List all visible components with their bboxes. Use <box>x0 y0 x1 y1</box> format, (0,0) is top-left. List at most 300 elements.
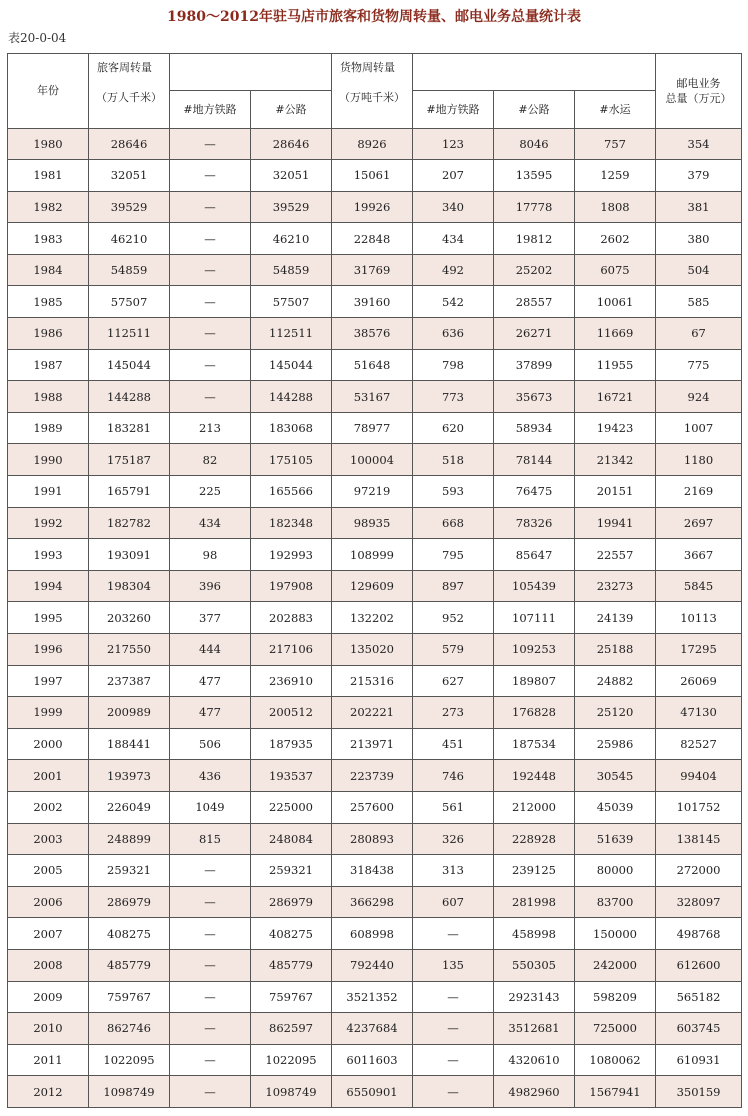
cell-freight-road: 228928 <box>494 823 575 855</box>
cell-post-total: 3667 <box>656 539 742 571</box>
cell-freight-total: 3521352 <box>332 981 413 1013</box>
cell-passenger-rail: — <box>170 128 251 160</box>
cell-passenger-rail: 82 <box>170 444 251 476</box>
cell-passenger-road: 1022095 <box>251 1044 332 1076</box>
cell-post-total: 1180 <box>656 444 742 476</box>
header-passenger-road: #公路 <box>251 90 332 128</box>
cell-freight-road: 76475 <box>494 476 575 508</box>
cell-passenger-road: 200512 <box>251 697 332 729</box>
cell-passenger-road: 1098749 <box>251 1076 332 1108</box>
cell-passenger-rail: 477 <box>170 665 251 697</box>
cell-post-total: 379 <box>656 160 742 192</box>
cell-freight-road: 8046 <box>494 128 575 160</box>
header-freight <box>332 54 413 91</box>
cell-freight-water: 11955 <box>575 349 656 381</box>
cell-passenger-rail: 98 <box>170 539 251 571</box>
cell-passenger-road: 248084 <box>251 823 332 855</box>
cell-post-total: 585 <box>656 286 742 318</box>
cell-year: 2006 <box>8 886 89 918</box>
cell-freight-total: 202221 <box>332 697 413 729</box>
cell-freight-water: 725000 <box>575 1013 656 1045</box>
cell-post-total: 10113 <box>656 602 742 634</box>
cell-freight-total: 51648 <box>332 349 413 381</box>
cell-freight-total: 22848 <box>332 223 413 255</box>
cell-year: 1990 <box>8 444 89 476</box>
cell-freight-water: 10061 <box>575 286 656 318</box>
cell-year: 1991 <box>8 476 89 508</box>
header-post <box>656 54 742 129</box>
cell-passenger-total: 144288 <box>89 381 170 413</box>
cell-post-total: 504 <box>656 254 742 286</box>
table-row <box>8 128 742 160</box>
cell-passenger-rail: 213 <box>170 412 251 444</box>
cell-freight-road: 19812 <box>494 223 575 255</box>
statistics-table <box>7 53 742 1108</box>
cell-freight-water: 24882 <box>575 665 656 697</box>
table-row <box>8 476 742 508</box>
cell-freight-total: 215316 <box>332 665 413 697</box>
cell-freight-total: 8926 <box>332 128 413 160</box>
cell-passenger-road: 39529 <box>251 191 332 223</box>
cell-freight-total: 108999 <box>332 539 413 571</box>
cell-freight-water: 11669 <box>575 318 656 350</box>
cell-year: 1982 <box>8 191 89 223</box>
cell-year: 2002 <box>8 791 89 823</box>
cell-passenger-rail: — <box>170 254 251 286</box>
cell-freight-total: 223739 <box>332 760 413 792</box>
header-passenger-line1: 旅客周转量 <box>97 61 152 74</box>
cell-passenger-rail: — <box>170 381 251 413</box>
cell-freight-water: 22557 <box>575 539 656 571</box>
cell-freight-total: 19926 <box>332 191 413 223</box>
cell-freight-water: 80000 <box>575 855 656 887</box>
header-passenger-rail: #地方铁路 <box>170 90 251 128</box>
cell-freight-road: 4320610 <box>494 1044 575 1076</box>
cell-freight-water: 83700 <box>575 886 656 918</box>
cell-passenger-road: 193537 <box>251 760 332 792</box>
cell-freight-road: 458998 <box>494 918 575 950</box>
cell-passenger-total: 145044 <box>89 349 170 381</box>
cell-freight-total: 213971 <box>332 728 413 760</box>
cell-passenger-rail: 1049 <box>170 791 251 823</box>
cell-passenger-total: 259321 <box>89 855 170 887</box>
header-freight-line1: 货物周转量 <box>340 61 395 74</box>
cell-freight-rail: 340 <box>413 191 494 223</box>
cell-freight-water: 1080062 <box>575 1044 656 1076</box>
header-freight-spacer <box>413 54 656 91</box>
cell-passenger-total: 217550 <box>89 634 170 666</box>
cell-passenger-road: 182348 <box>251 507 332 539</box>
cell-freight-rail: 313 <box>413 855 494 887</box>
cell-year: 2005 <box>8 855 89 887</box>
cell-passenger-road: 236910 <box>251 665 332 697</box>
table-row <box>8 949 742 981</box>
table-row <box>8 634 742 666</box>
cell-freight-water: 1259 <box>575 160 656 192</box>
cell-freight-rail: 668 <box>413 507 494 539</box>
header-passenger-unit <box>89 90 170 128</box>
cell-freight-total: 6011603 <box>332 1044 413 1076</box>
cell-passenger-total: 54859 <box>89 254 170 286</box>
cell-passenger-road: 28646 <box>251 128 332 160</box>
cell-year: 1994 <box>8 570 89 602</box>
cell-freight-water: 30545 <box>575 760 656 792</box>
cell-passenger-total: 408275 <box>89 918 170 950</box>
cell-freight-road: 189807 <box>494 665 575 697</box>
cell-freight-rail: 593 <box>413 476 494 508</box>
cell-freight-total: 792440 <box>332 949 413 981</box>
cell-freight-total: 4237684 <box>332 1013 413 1045</box>
cell-freight-road: 3512681 <box>494 1013 575 1045</box>
cell-passenger-total: 248899 <box>89 823 170 855</box>
cell-passenger-road: 862597 <box>251 1013 332 1045</box>
cell-post-total: 101752 <box>656 791 742 823</box>
cell-passenger-rail: 225 <box>170 476 251 508</box>
cell-passenger-total: 57507 <box>89 286 170 318</box>
cell-post-total: 380 <box>656 223 742 255</box>
cell-freight-total: 129609 <box>332 570 413 602</box>
cell-freight-water: 19423 <box>575 412 656 444</box>
cell-freight-rail: 518 <box>413 444 494 476</box>
header-freight-unit <box>332 90 413 128</box>
cell-passenger-rail: 815 <box>170 823 251 855</box>
cell-passenger-rail: 436 <box>170 760 251 792</box>
table-row <box>8 507 742 539</box>
cell-freight-road: 78326 <box>494 507 575 539</box>
table-row <box>8 665 742 697</box>
cell-passenger-total: 32051 <box>89 160 170 192</box>
cell-passenger-rail: 444 <box>170 634 251 666</box>
cell-year: 1997 <box>8 665 89 697</box>
cell-freight-water: 23273 <box>575 570 656 602</box>
cell-freight-total: 132202 <box>332 602 413 634</box>
cell-passenger-road: 46210 <box>251 223 332 255</box>
cell-passenger-total: 1098749 <box>89 1076 170 1108</box>
header-year: 年份 <box>8 54 89 129</box>
cell-freight-rail: 492 <box>413 254 494 286</box>
cell-freight-water: 150000 <box>575 918 656 950</box>
cell-freight-rail: 451 <box>413 728 494 760</box>
cell-freight-water: 25120 <box>575 697 656 729</box>
cell-freight-total: 135020 <box>332 634 413 666</box>
cell-freight-water: 1808 <box>575 191 656 223</box>
table-row <box>8 918 742 950</box>
cell-freight-water: 757 <box>575 128 656 160</box>
cell-passenger-road: 165566 <box>251 476 332 508</box>
cell-freight-rail: 273 <box>413 697 494 729</box>
cell-freight-total: 98935 <box>332 507 413 539</box>
cell-freight-total: 6550901 <box>332 1076 413 1108</box>
cell-freight-water: 1567941 <box>575 1076 656 1108</box>
cell-freight-total: 31769 <box>332 254 413 286</box>
table-row <box>8 381 742 413</box>
cell-freight-rail: 542 <box>413 286 494 318</box>
cell-freight-water: 21342 <box>575 444 656 476</box>
cell-freight-total: 15061 <box>332 160 413 192</box>
cell-passenger-rail: 506 <box>170 728 251 760</box>
cell-passenger-total: 286979 <box>89 886 170 918</box>
cell-post-total: 47130 <box>656 697 742 729</box>
cell-post-total: 610931 <box>656 1044 742 1076</box>
cell-freight-rail: — <box>413 981 494 1013</box>
cell-freight-water: 45039 <box>575 791 656 823</box>
cell-passenger-total: 237387 <box>89 665 170 697</box>
table-row <box>8 602 742 634</box>
cell-passenger-rail: — <box>170 160 251 192</box>
cell-year: 1981 <box>8 160 89 192</box>
cell-freight-road: 78144 <box>494 444 575 476</box>
cell-freight-water: 51639 <box>575 823 656 855</box>
cell-freight-road: 105439 <box>494 570 575 602</box>
cell-passenger-rail: 377 <box>170 602 251 634</box>
cell-freight-road: 25202 <box>494 254 575 286</box>
cell-passenger-total: 226049 <box>89 791 170 823</box>
cell-year: 2000 <box>8 728 89 760</box>
cell-freight-rail: 798 <box>413 349 494 381</box>
table-row <box>8 318 742 350</box>
cell-passenger-road: 183068 <box>251 412 332 444</box>
cell-year: 2007 <box>8 918 89 950</box>
cell-passenger-road: 259321 <box>251 855 332 887</box>
table-row <box>8 160 742 192</box>
table-body <box>8 128 742 1107</box>
cell-year: 2012 <box>8 1076 89 1108</box>
table-row <box>8 254 742 286</box>
table-row <box>8 981 742 1013</box>
cell-year: 1995 <box>8 602 89 634</box>
cell-freight-road: 176828 <box>494 697 575 729</box>
header-post-line2: 总量（万元） <box>665 91 732 105</box>
cell-freight-water: 25188 <box>575 634 656 666</box>
cell-freight-road: 281998 <box>494 886 575 918</box>
cell-freight-rail: 795 <box>413 539 494 571</box>
header-freight-road: #公路 <box>494 90 575 128</box>
cell-passenger-rail: — <box>170 318 251 350</box>
cell-passenger-total: 193091 <box>89 539 170 571</box>
cell-passenger-road: 192993 <box>251 539 332 571</box>
cell-freight-rail: 627 <box>413 665 494 697</box>
cell-freight-road: 17778 <box>494 191 575 223</box>
header-passenger <box>89 54 170 91</box>
cell-passenger-road: 144288 <box>251 381 332 413</box>
table-row <box>8 855 742 887</box>
table-row <box>8 1076 742 1108</box>
cell-passenger-road: 202883 <box>251 602 332 634</box>
cell-passenger-total: 200989 <box>89 697 170 729</box>
header-freight-line2: （万吨千米） <box>339 91 405 104</box>
cell-post-total: 565182 <box>656 981 742 1013</box>
cell-freight-rail: 773 <box>413 381 494 413</box>
cell-freight-total: 318438 <box>332 855 413 887</box>
cell-post-total: 1007 <box>656 412 742 444</box>
cell-freight-rail: 620 <box>413 412 494 444</box>
cell-year: 1980 <box>8 128 89 160</box>
cell-passenger-total: 1022095 <box>89 1044 170 1076</box>
page-title: 1980～2012年驻马店市旅客和货物周转量、邮电业务总量统计表 <box>167 9 581 25</box>
cell-year: 1999 <box>8 697 89 729</box>
cell-passenger-road: 225000 <box>251 791 332 823</box>
cell-passenger-total: 188441 <box>89 728 170 760</box>
cell-post-total: 17295 <box>656 634 742 666</box>
header-freight-rail: #地方铁路 <box>413 90 494 128</box>
cell-freight-total: 97219 <box>332 476 413 508</box>
cell-freight-rail: 952 <box>413 602 494 634</box>
cell-year: 1987 <box>8 349 89 381</box>
cell-post-total: 272000 <box>656 855 742 887</box>
cell-freight-rail: — <box>413 918 494 950</box>
cell-year: 1989 <box>8 412 89 444</box>
cell-freight-total: 53167 <box>332 381 413 413</box>
cell-freight-water: 24139 <box>575 602 656 634</box>
cell-freight-road: 35673 <box>494 381 575 413</box>
cell-passenger-total: 46210 <box>89 223 170 255</box>
cell-passenger-total: 759767 <box>89 981 170 1013</box>
cell-freight-water: 19941 <box>575 507 656 539</box>
cell-freight-road: 85647 <box>494 539 575 571</box>
cell-passenger-road: 286979 <box>251 886 332 918</box>
table-row <box>8 412 742 444</box>
cell-freight-rail: 607 <box>413 886 494 918</box>
cell-year: 1992 <box>8 507 89 539</box>
cell-freight-water: 2602 <box>575 223 656 255</box>
cell-year: 1985 <box>8 286 89 318</box>
cell-passenger-rail: — <box>170 1044 251 1076</box>
table-row <box>8 444 742 476</box>
table-row <box>8 823 742 855</box>
cell-passenger-rail: — <box>170 918 251 950</box>
cell-year: 2009 <box>8 981 89 1013</box>
cell-freight-total: 100004 <box>332 444 413 476</box>
cell-year: 1993 <box>8 539 89 571</box>
cell-freight-total: 257600 <box>332 791 413 823</box>
cell-freight-road: 37899 <box>494 349 575 381</box>
table-code: 表20-0-04 <box>8 31 67 45</box>
cell-passenger-road: 759767 <box>251 981 332 1013</box>
header-passenger-spacer <box>170 54 332 91</box>
cell-passenger-rail: — <box>170 855 251 887</box>
cell-passenger-rail: 434 <box>170 507 251 539</box>
cell-freight-road: 187534 <box>494 728 575 760</box>
cell-freight-total: 366298 <box>332 886 413 918</box>
cell-passenger-rail: — <box>170 191 251 223</box>
header-freight-water: #水运 <box>575 90 656 128</box>
cell-passenger-total: 39529 <box>89 191 170 223</box>
cell-freight-rail: 579 <box>413 634 494 666</box>
cell-freight-total: 78977 <box>332 412 413 444</box>
table-row <box>8 223 742 255</box>
cell-passenger-rail: — <box>170 1076 251 1108</box>
cell-freight-rail: — <box>413 1013 494 1045</box>
cell-post-total: 5845 <box>656 570 742 602</box>
cell-post-total: 2697 <box>656 507 742 539</box>
cell-freight-total: 38576 <box>332 318 413 350</box>
cell-passenger-road: 187935 <box>251 728 332 760</box>
cell-year: 2003 <box>8 823 89 855</box>
cell-post-total: 381 <box>656 191 742 223</box>
cell-passenger-total: 862746 <box>89 1013 170 1045</box>
cell-year: 1996 <box>8 634 89 666</box>
table-row <box>8 286 742 318</box>
table-row <box>8 570 742 602</box>
cell-passenger-rail: — <box>170 349 251 381</box>
cell-freight-water: 20151 <box>575 476 656 508</box>
cell-post-total: 2169 <box>656 476 742 508</box>
cell-post-total: 26069 <box>656 665 742 697</box>
cell-post-total: 612600 <box>656 949 742 981</box>
table-row <box>8 349 742 381</box>
cell-freight-road: 550305 <box>494 949 575 981</box>
table-row <box>8 728 742 760</box>
cell-freight-rail: — <box>413 1076 494 1108</box>
cell-freight-road: 192448 <box>494 760 575 792</box>
table-row <box>8 760 742 792</box>
cell-passenger-total: 28646 <box>89 128 170 160</box>
table-row <box>8 697 742 729</box>
header-post-line1: 邮电业务 <box>676 76 721 90</box>
cell-freight-water: 25986 <box>575 728 656 760</box>
cell-freight-total: 280893 <box>332 823 413 855</box>
cell-year: 1983 <box>8 223 89 255</box>
cell-year: 2001 <box>8 760 89 792</box>
cell-freight-rail: 434 <box>413 223 494 255</box>
cell-post-total: 498768 <box>656 918 742 950</box>
cell-freight-rail: 135 <box>413 949 494 981</box>
cell-freight-rail: 897 <box>413 570 494 602</box>
cell-freight-rail: 636 <box>413 318 494 350</box>
cell-freight-rail: 326 <box>413 823 494 855</box>
cell-post-total: 924 <box>656 381 742 413</box>
cell-freight-water: 598209 <box>575 981 656 1013</box>
cell-freight-road: 239125 <box>494 855 575 887</box>
cell-passenger-road: 57507 <box>251 286 332 318</box>
cell-passenger-total: 165791 <box>89 476 170 508</box>
cell-passenger-total: 182782 <box>89 507 170 539</box>
cell-year: 1988 <box>8 381 89 413</box>
table-row <box>8 1044 742 1076</box>
cell-passenger-total: 203260 <box>89 602 170 634</box>
table-row <box>8 791 742 823</box>
cell-post-total: 99404 <box>656 760 742 792</box>
cell-year: 1986 <box>8 318 89 350</box>
cell-freight-road: 26271 <box>494 318 575 350</box>
cell-passenger-road: 54859 <box>251 254 332 286</box>
table-row <box>8 191 742 223</box>
cell-freight-total: 608998 <box>332 918 413 950</box>
cell-freight-road: 109253 <box>494 634 575 666</box>
cell-post-total: 350159 <box>656 1076 742 1108</box>
cell-passenger-road: 112511 <box>251 318 332 350</box>
cell-passenger-road: 32051 <box>251 160 332 192</box>
cell-freight-road: 2923143 <box>494 981 575 1013</box>
cell-freight-total: 39160 <box>332 286 413 318</box>
table-row <box>8 539 742 571</box>
cell-passenger-rail: — <box>170 223 251 255</box>
cell-post-total: 603745 <box>656 1013 742 1045</box>
cell-freight-rail: — <box>413 1044 494 1076</box>
header-passenger-line2: （万人千米） <box>96 91 162 104</box>
cell-passenger-rail: 477 <box>170 697 251 729</box>
cell-passenger-road: 145044 <box>251 349 332 381</box>
cell-freight-road: 58934 <box>494 412 575 444</box>
cell-passenger-total: 112511 <box>89 318 170 350</box>
cell-passenger-total: 485779 <box>89 949 170 981</box>
cell-post-total: 138145 <box>656 823 742 855</box>
cell-year: 2010 <box>8 1013 89 1045</box>
cell-freight-road: 13595 <box>494 160 575 192</box>
cell-freight-rail: 207 <box>413 160 494 192</box>
cell-freight-road: 28557 <box>494 286 575 318</box>
cell-passenger-road: 217106 <box>251 634 332 666</box>
